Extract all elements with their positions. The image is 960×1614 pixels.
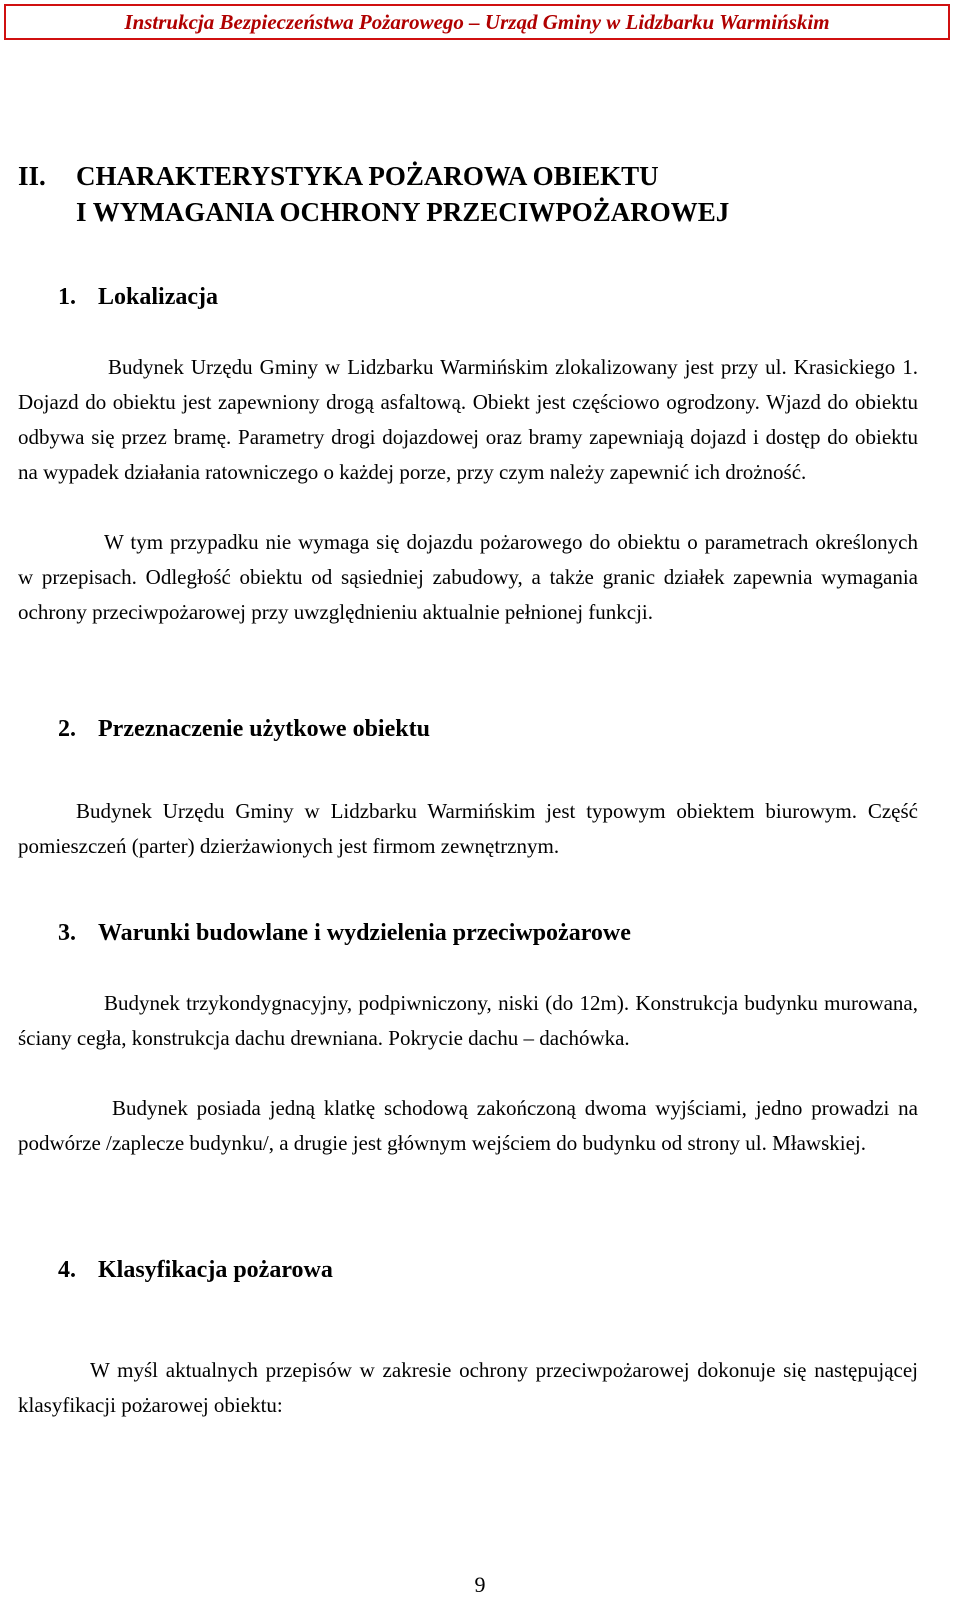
section-4-title: Klasyfikacja pożarowa	[98, 1257, 333, 1283]
chapter-title-line-1: CHARAKTERYSTYKA POŻAROWA OBIEKTU	[76, 161, 659, 191]
section-3-paragraph-1: Budynek trzykondygnacyjny, podpiwniczony, niski (do 12m). Konstrukcja budynku murowana, ściany cegła, konstrukcja dachu drewniana. Pokrycie dachu – dachówka.	[18, 991, 918, 1050]
section-2-title: Przeznaczenie użytkowe obiektu	[98, 716, 430, 742]
header-text: Instrukcja Bezpieczeństwa Pożarowego – Urząd Gminy w Lidzbarku Warmińskim	[124, 9, 830, 34]
section-1-paragraph-1: Budynek Urzędu Gminy w Lidzbarku Warmińskim zlokalizowany jest przy ul. Krasickiego 1. Dojazd do obiektu jest zapewniony drogą asfaltową. Obiekt jest częściowo ogrodzony. Wjazd do obiektu odbywa się przez bramę. Parametry drogi dojazdowej oraz bramy zapewniają dojazd i dostęp do obiektu na wypadek działania ratowniczego o każdej porze, przy czym należy zapewnić ich drożność.	[18, 355, 918, 484]
section-2-paragraph-1: Budynek Urzędu Gminy w Lidzbarku Warmińskim jest typowym obiektem biurowym. Część pomieszczeń (parter) dzierżawionych jest firmom zewnętrznym.	[18, 799, 918, 858]
page-number: 9	[474, 1572, 486, 1597]
section-1-title: Lokalizacja	[98, 284, 218, 310]
section-4-paragraph-1: W myśl aktualnych przepisów w zakresie ochrony przeciwpożarowej dokonuje się następującej klasyfikacji pożarowej obiektu:	[18, 1358, 918, 1417]
section-3-paragraph-2: Budynek posiada jedną klatkę schodową zakończoną dwoma wyjściami, jedno prowadzi na podwórze /zaplecze budynku/, a drugie jest głównym wejściem do budynku od strony ul. Mławskiej.	[18, 1096, 918, 1155]
section-3-heading	[58, 920, 631, 947]
section-3-title: Warunki budowlane i wydzielenia przeciwpożarowe	[98, 920, 631, 946]
chapter-title-line-2: I WYMAGANIA OCHRONY PRZECIWPOŻAROWEJ	[76, 197, 730, 227]
section-1-number: 1.	[58, 284, 76, 310]
section-4-number: 4.	[58, 1257, 76, 1283]
section-1-heading	[58, 284, 218, 311]
section-4-heading	[58, 1257, 333, 1284]
section-2-heading	[58, 716, 430, 743]
chapter-number: II.	[18, 161, 46, 191]
section-3-number: 3.	[58, 920, 76, 946]
page-header	[4, 4, 950, 40]
section-1-paragraph-2: W tym przypadku nie wymaga się dojazdu pożarowego do obiektu o parametrach określonych w przepisach. Odległość obiektu od sąsiedniej zabudowy, a także granic działek zapewnia wymagania ochrony przeciwpożarowej przy uwzględnieniu aktualnie pełnionej funkcji.	[18, 530, 918, 624]
section-2-number: 2.	[58, 716, 76, 742]
